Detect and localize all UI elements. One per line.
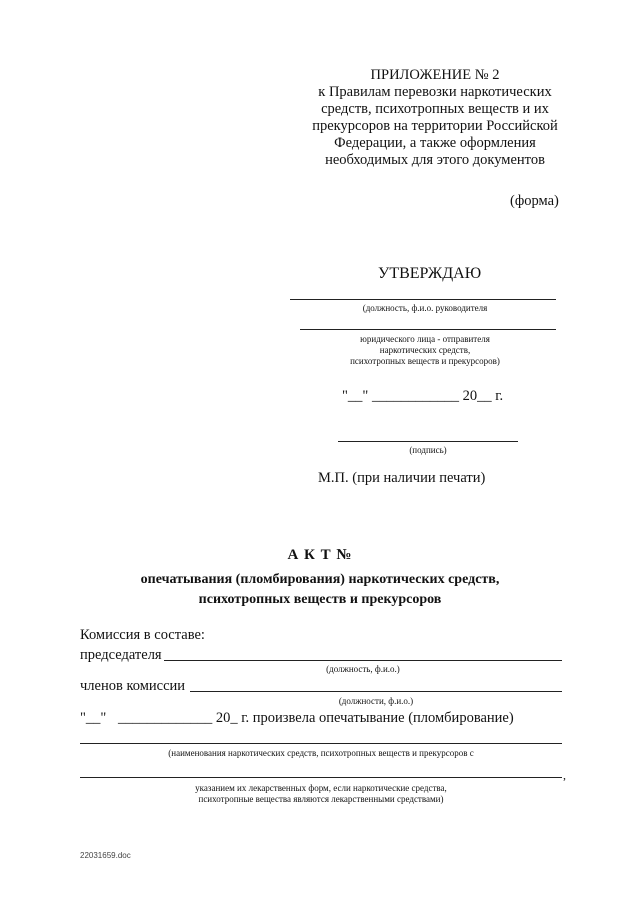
date-year: 20__ г.: [462, 388, 504, 404]
date-quote-open: ": [342, 388, 348, 404]
stamp-label: М.П. (при наличии печати): [318, 470, 486, 486]
appendix-line: прекурсоров на территории Российской: [312, 118, 558, 134]
footer-filename: 22031659.doc: [80, 851, 131, 860]
signature-line-2: [300, 329, 556, 330]
appendix-line: средств, психотропных веществ и их: [321, 101, 549, 117]
comma: ,: [563, 768, 566, 782]
appendix-title: ПРИЛОЖЕНИЕ № 2: [370, 67, 500, 83]
chairman-line: [164, 660, 562, 661]
approval-date: [342, 388, 503, 405]
forms-caption-line: указанием их лекарственных форм, если наркотические средства,: [195, 783, 447, 793]
act-date: [80, 710, 514, 727]
act-title: А К Т №: [287, 547, 353, 563]
members-caption: (должности, ф.и.о.): [338, 696, 414, 706]
act-date-month-blank: _____________: [117, 710, 213, 726]
act-subtitle: [0, 570, 640, 610]
appendix-line: необходимых для этого документов: [325, 152, 545, 168]
approval-caption-line: наркотических средств,: [379, 345, 471, 355]
date-quote-close: ": [362, 388, 369, 404]
signature-line-3: [338, 441, 518, 442]
act-date-day: "__": [80, 710, 107, 726]
date-month-blank: ____________: [371, 388, 459, 404]
names-caption: (наименования наркотических средств, психотропных веществ и прекурсоров с: [168, 748, 474, 758]
names-line-1: [80, 743, 562, 744]
appendix-line: к Правилам перевозки наркотических: [318, 84, 552, 100]
appendix-text: [270, 84, 600, 169]
approval-caption-1: (должность, ф.и.о. руководителя: [362, 303, 488, 313]
date-day-blank: __: [347, 388, 363, 404]
commission-label: Комиссия в составе:: [80, 627, 205, 643]
members-label: членов комиссии: [80, 678, 186, 694]
act-subtitle-line: психотропных веществ и прекурсоров: [198, 592, 442, 607]
form-label: (форма): [510, 193, 559, 209]
approval-heading: УТВЕРЖДАЮ: [378, 265, 482, 282]
signature-line-1: [290, 299, 556, 300]
act-date-text: 20_ г. произвела опечатывание (пломбирование): [215, 710, 514, 726]
chairman-label: председателя: [80, 647, 162, 663]
names-line-2: [80, 777, 562, 778]
signature-caption: (подпись): [409, 445, 447, 455]
chairman-caption: (должность, ф.и.о.): [326, 664, 400, 674]
members-line: [190, 691, 562, 692]
act-subtitle-line: опечатывания (пломбирования) наркотических средств,: [140, 572, 500, 587]
approval-caption-2: [300, 334, 550, 367]
approval-caption-line: юридического лица - отправителя: [360, 334, 490, 344]
approval-caption-line: психотропных веществ и прекурсоров): [350, 356, 500, 366]
appendix-line: Федерации, а также оформления: [334, 135, 536, 151]
forms-caption: [80, 783, 562, 805]
forms-caption-line: психотропные вещества являются лекарственными средствами): [198, 794, 444, 804]
